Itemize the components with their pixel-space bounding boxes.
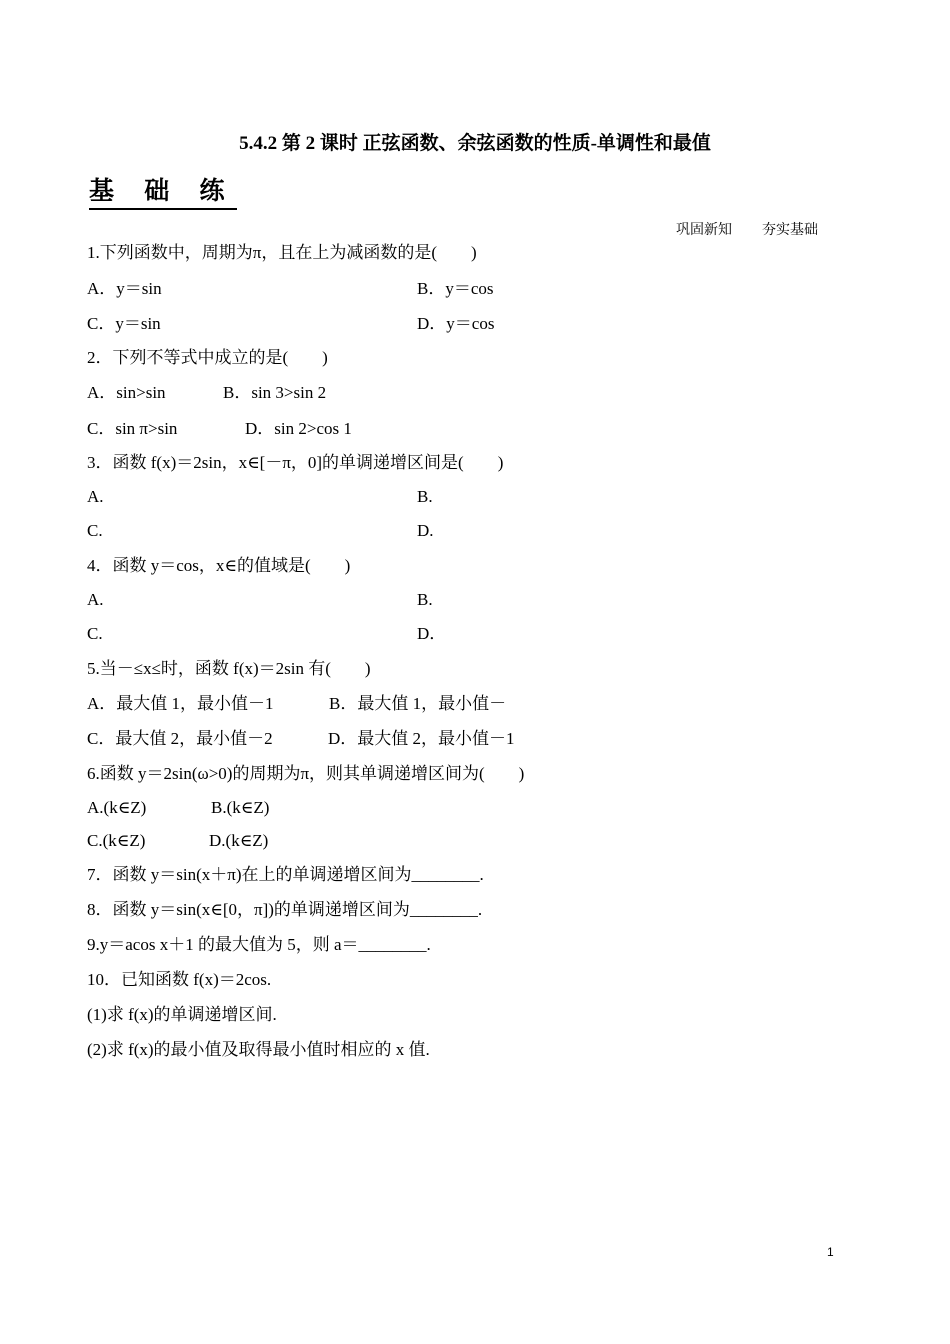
- q7-stem: 7．函数 y＝sin(x＋π)在上的单调递增区间为________.: [87, 865, 484, 884]
- section-subtitle-b: 夯实基础: [762, 223, 818, 238]
- q5-options-cd: [87, 728, 515, 750]
- q6-option-d: D.(k∈Z): [209, 831, 269, 850]
- q6-stem: 6.函数 y＝2sin(ω>0)的周期为π，则其单调递增区间为( ): [87, 764, 525, 783]
- q1-stem: 1.下列函数中，周期为π，且在上为减函数的是( ): [87, 243, 477, 262]
- q10-stem: 10．已知函数 f(x)＝2cos.: [87, 970, 272, 989]
- q1-option-b: B．y＝cos: [417, 279, 494, 298]
- q1-option-d: D．y＝cos: [417, 314, 495, 333]
- q4-option-c: C.: [87, 624, 103, 643]
- q3-stem: 3．函数 f(x)＝2sin，x∈[－π，0]的单调递增区间是( ): [87, 453, 504, 472]
- q5-option-c: C．最大值 2，最小值－2: [87, 729, 273, 748]
- q1-option-c: C．y＝sin: [87, 314, 161, 333]
- q4-option-a: A.: [87, 590, 104, 609]
- q5-option-a: A．最大值 1，最小值－1: [87, 694, 274, 713]
- page-title: 5.4.2 第 2 课时 正弦函数、余弦函数的性质-单调性和最值: [239, 133, 711, 154]
- q3-option-a: A.: [87, 487, 104, 506]
- q2-option-a: A．sin>sin: [87, 383, 166, 402]
- q8-stem: 8．函数 y＝sin(x∈[0，π])的单调递增区间为________.: [87, 900, 483, 919]
- q2-option-c: C．sin π>sin: [87, 419, 178, 438]
- q4-stem: 4．函数 y＝cos，x∈的值域是( ): [87, 556, 351, 575]
- q3-option-d: D.: [417, 521, 434, 540]
- q2-options-cd: [87, 418, 352, 440]
- q2-options-ab: [87, 382, 326, 404]
- q3-option-c: C.: [87, 521, 103, 540]
- section-subtitle-a: 巩固新知: [676, 223, 732, 238]
- page-number: 1: [827, 1245, 834, 1259]
- section-heading: 基 础 练: [89, 176, 237, 210]
- q5-option-d: D．最大值 2，最小值－1: [328, 729, 515, 748]
- q9-stem: 9.y＝acos x＋1 的最大值为 5，则 a＝________.: [87, 935, 431, 954]
- q10-part-2: (2)求 f(x)的最小值及取得最小值时相应的 x 值.: [87, 1040, 430, 1059]
- q3-option-b: B.: [417, 487, 433, 506]
- q4-option-d: D．: [417, 624, 447, 643]
- q6-option-b: B.(k∈Z): [211, 798, 270, 817]
- q1-option-a: A．y＝sin: [87, 279, 162, 298]
- q4-option-b: B.: [417, 590, 433, 609]
- q6-option-a: A.(k∈Z): [87, 798, 147, 817]
- q2-option-b: B．sin 3>sin 2: [223, 383, 327, 402]
- section-subtitle: [676, 219, 818, 239]
- q6-options-cd: [87, 830, 268, 852]
- q6-options-ab: [87, 797, 269, 819]
- q6-option-c: C.(k∈Z): [87, 831, 146, 850]
- q2-option-d: D．sin 2>cos 1: [245, 419, 352, 438]
- q10-part-1: (1)求 f(x)的单调递增区间.: [87, 1005, 277, 1024]
- q2-stem: 2．下列不等式中成立的是( ): [87, 348, 328, 367]
- q5-options-ab: [87, 693, 506, 715]
- q5-stem: 5.当－≤x≤时，函数 f(x)＝2sin 有( ): [87, 659, 371, 678]
- q5-option-b: B．最大值 1，最小值－: [329, 694, 507, 713]
